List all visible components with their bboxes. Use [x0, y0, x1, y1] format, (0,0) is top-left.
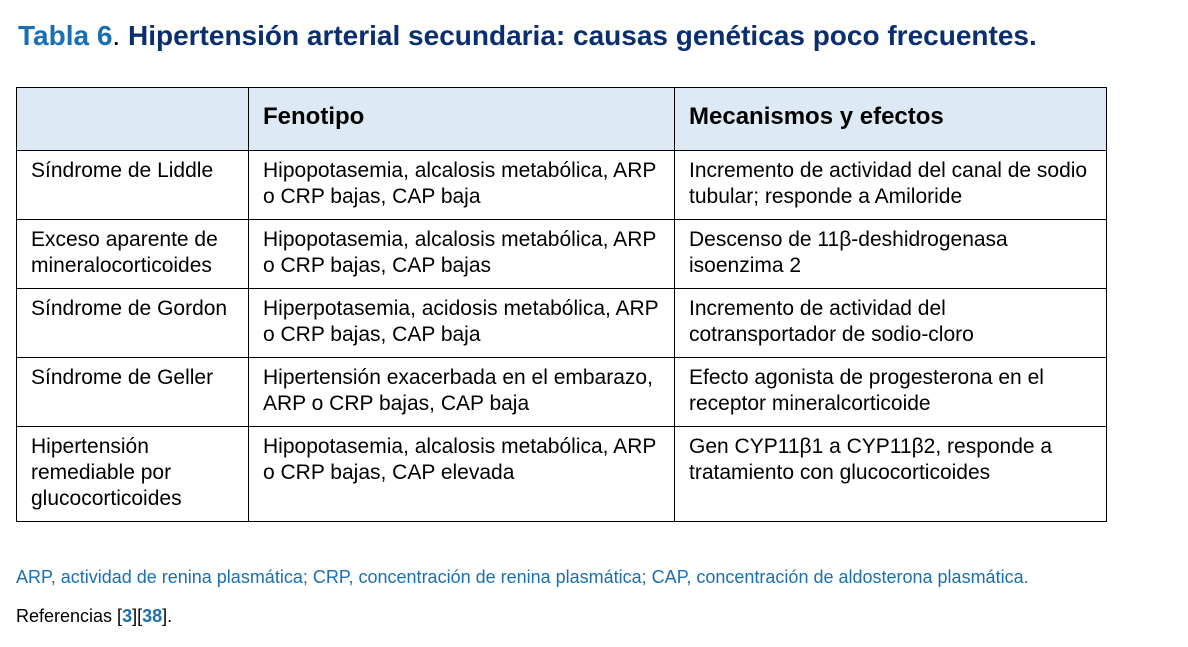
mechanism-cell: Efecto agonista de progesterona en el receptor mineralcorticoide: [675, 358, 1107, 427]
table-title: [18, 20, 1037, 52]
reference-link-3[interactable]: 3: [122, 606, 133, 626]
mechanism-cell: Gen CYP11β1 a CYP11β2, responde a tratamiento con glucocorticoides: [675, 427, 1107, 522]
phenotype-cell: Hipertensión exacerbada en el embarazo, ARP o CRP bajas, CAP baja: [249, 358, 675, 427]
condition-cell: Exceso aparente de mineralocorticoides: [17, 220, 249, 289]
header-cell-mechanism: Mecanismos y efectos: [675, 88, 1107, 151]
table-row: [17, 220, 1107, 289]
mechanism-cell: Incremento de actividad del cotransportador de sodio-cloro: [675, 289, 1107, 358]
table-title-text: Hipertensión arterial secundaria: causas genéticas poco frecuentes.: [127, 20, 1037, 51]
condition-cell: Hipertensión remediable por glucocorticoides: [17, 427, 249, 522]
phenotype-cell: Hipopotasemia, alcalosis metabólica, ARP o CRP bajas, CAP bajas: [249, 220, 675, 289]
references-separator: ][: [132, 606, 143, 626]
abbreviations-footnote: ARP, actividad de renina plasmática; CRP, concentración de renina plasmática; CAP, concentración de aldosterona plasmática.: [16, 567, 1029, 587]
references-line: [16, 606, 172, 627]
phenotype-cell: Hiperpotasemia, acidosis metabólica, ARP o CRP bajas, CAP baja: [249, 289, 675, 358]
header-cell-condition: [17, 88, 249, 151]
references-prefix: Referencias [: [16, 606, 123, 626]
title-separator: .: [112, 20, 121, 51]
phenotype-cell: Hipopotasemia, alcalosis metabólica, ARP o CRP bajas, CAP baja: [249, 151, 675, 220]
condition-cell: Síndrome de Liddle: [17, 151, 249, 220]
table-row: [17, 427, 1107, 522]
header-row: [17, 88, 1107, 151]
condition-cell: Síndrome de Gordon: [17, 289, 249, 358]
causes-table: [16, 87, 1107, 522]
mechanism-cell: Incremento de actividad del canal de sodio tubular; responde a Amiloride: [675, 151, 1107, 220]
mechanism-cell: Descenso de 11β-deshidrogenasa isoenzima 2: [675, 220, 1107, 289]
condition-cell: Síndrome de Geller: [17, 358, 249, 427]
references-suffix: ].: [162, 606, 173, 626]
table-row: [17, 289, 1107, 358]
table-number: Tabla 6: [18, 20, 113, 51]
table-row: [17, 151, 1107, 220]
table-row: [17, 358, 1107, 427]
header-cell-phenotype: Fenotipo: [249, 88, 675, 151]
reference-link-38[interactable]: 38: [142, 606, 163, 626]
phenotype-cell: Hipopotasemia, alcalosis metabólica, ARP o CRP bajas, CAP elevada: [249, 427, 675, 522]
